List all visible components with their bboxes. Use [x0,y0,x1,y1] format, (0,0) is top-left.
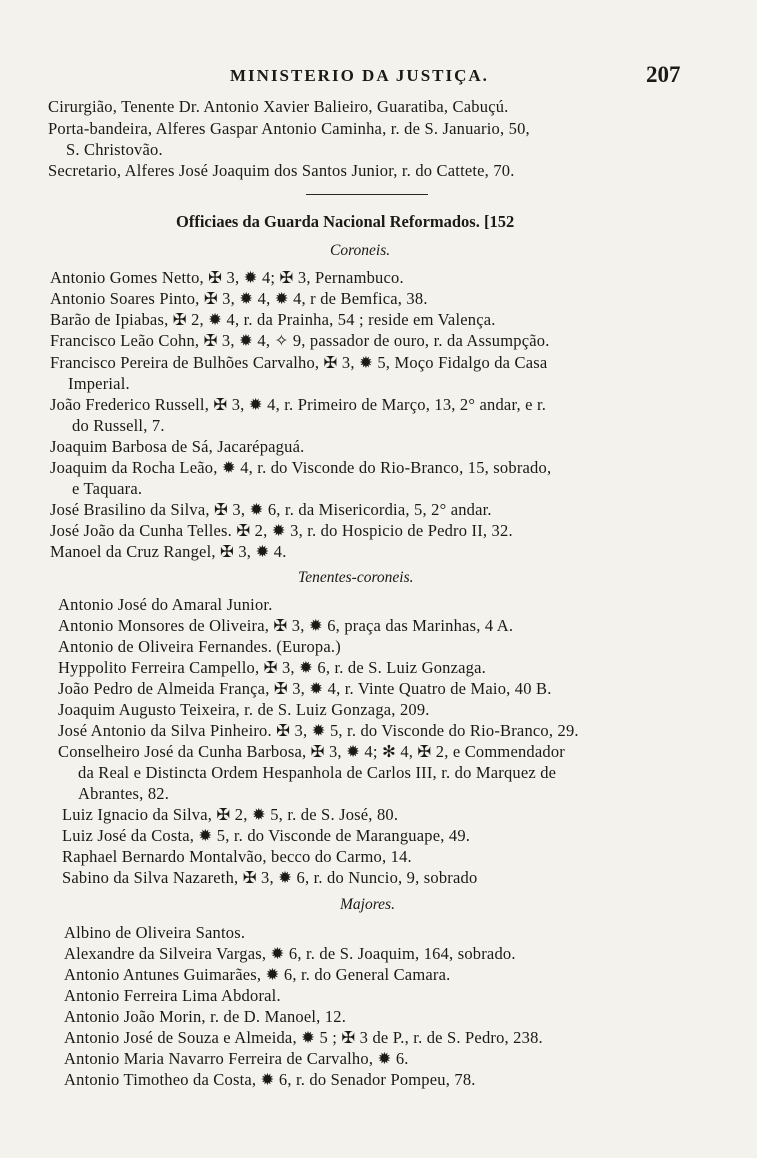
entry-line: Sabino da Silva Nazareth, ✠ 3, ✹ 6, r. do Nuncio, 9, sobrado [62,868,478,887]
entry-line: José Antonio da Silva Pinheiro. ✠ 3, ✹ 5, r. do Visconde do Rio-Branco, 29. [58,721,579,740]
entry-line: Imperial. [68,374,130,393]
section-title: Officiaes da Guarda Nacional Reformados. [152 [176,212,515,231]
entry-line: Barão de Ipiabas, ✠ 2, ✹ 4, r. da Prainha, 54 ; reside em Valença. [50,310,496,329]
entry-line: Antonio Monsores de Oliveira, ✠ 3, ✹ 6, praça das Marinhas, 4 A. [58,616,514,635]
entry-line: Joaquim Barbosa de Sá, Jacarépaguá. [50,437,305,456]
entry-line: Albino de Oliveira Santos. [64,923,246,942]
entry-line: Abrantes, 82. [78,784,170,803]
page-header [0,62,757,92]
entry-line: Antonio Gomes Netto, ✠ 3, ✹ 4; ✠ 3, Pernambuco. [50,268,404,287]
entry-line: Luiz Ignacio da Silva, ✠ 2, ✹ 5, r. de S. José, 80. [62,805,399,824]
entry-line: Antonio João Morin, r. de D. Manoel, 12. [64,1007,347,1026]
entry-line: Francisco Leão Cohn, ✠ 3, ✹ 4, ✧ 9, passador de ouro, r. da Assumpção. [50,331,550,350]
entry-line: do Russell, 7. [72,416,165,435]
entry-line: José Brasilino da Silva, ✠ 3, ✹ 6, r. da Misericordia, 5, 2° andar. [50,500,492,519]
entry-line: Antonio Ferreira Lima Abdoral. [64,986,281,1005]
entry-line: Antonio de Oliveira Fernandes. (Europa.) [58,637,341,656]
entry-line: José João da Cunha Telles. ✠ 2, ✹ 3, r. do Hospicio de Pedro II, 32. [50,521,513,540]
entry-line: Antonio José do Amaral Junior. [58,595,273,614]
entry-line: Luiz José da Costa, ✹ 5, r. do Visconde de Maranguape, 49. [62,826,471,845]
entry-line: Antonio Soares Pinto, ✠ 3, ✹ 4, ✹ 4, r de Bemfica, 38. [50,289,428,308]
entry-line: Conselheiro José da Cunha Barbosa, ✠ 3, ✹ 4; ✻ 4, ✠ 2, e Commendador [58,742,565,761]
entry-line: João Pedro de Almeida França, ✠ 3, ✹ 4, r. Vinte Quatro de Maio, 40 B. [58,679,552,698]
entry-line: e Taquara. [72,479,143,498]
entry-line: João Frederico Russell, ✠ 3, ✹ 4, r. Primeiro de Março, 13, 2° andar, e r. [50,395,547,414]
entry-line: Antonio Timotheo da Costa, ✹ 6, r. do Senador Pompeu, 78. [64,1070,476,1089]
group-heading-coroneis: Coroneis. [330,242,391,259]
page-number: 207 [646,62,681,87]
entry-line: S. Christovão. [66,140,163,159]
entry-line: Antonio Maria Navarro Ferreira de Carvalho, ✹ 6. [64,1049,409,1068]
entry-line: Francisco Pereira de Bulhões Carvalho, ✠ 3, ✹ 5, Moço Fidalgo da Casa [50,353,548,372]
group-heading-tenentes-coroneis: Tenentes-coroneis. [298,569,414,586]
running-title: MINISTERIO DA JUSTIÇA. [230,66,489,85]
entry-line: Antonio Antunes Guimarães, ✹ 6, r. do General Camara. [64,965,451,984]
entry-line: Cirurgião, Tenente Dr. Antonio Xavier Balieiro, Guaratiba, Cabuçú. [48,97,509,116]
entry-line: Alexandre da Silveira Vargas, ✹ 6, r. de S. Joaquim, 164, sobrado. [64,944,516,963]
entry-line: Secretario, Alferes José Joaquim dos Santos Junior, r. do Cattete, 70. [48,161,515,180]
section-divider [306,194,428,195]
entry-line: Manoel da Cruz Rangel, ✠ 3, ✹ 4. [50,542,287,561]
entry-line: Antonio José de Souza e Almeida, ✹ 5 ; ✠ 3 de P., r. de S. Pedro, 238. [64,1028,543,1047]
entry-line: Raphael Bernardo Montalvão, becco do Carmo, 14. [62,847,412,866]
entry-line: Joaquim Augusto Teixeira, r. de S. Luiz Gonzaga, 209. [58,700,430,719]
entry-line: Hyppolito Ferreira Campello, ✠ 3, ✹ 6, r. de S. Luiz Gonzaga. [58,658,486,677]
entry-line: Porta-bandeira, Alferes Gaspar Antonio Caminha, r. de S. Januario, 50, [48,119,530,138]
entry-line: da Real e Distincta Ordem Hespanhola de Carlos III, r. do Marquez de [78,763,557,782]
entry-line: Joaquim da Rocha Leão, ✹ 4, r. do Visconde do Rio-Branco, 15, sobrado, [50,458,552,477]
group-heading-majores: Majores. [340,896,395,913]
